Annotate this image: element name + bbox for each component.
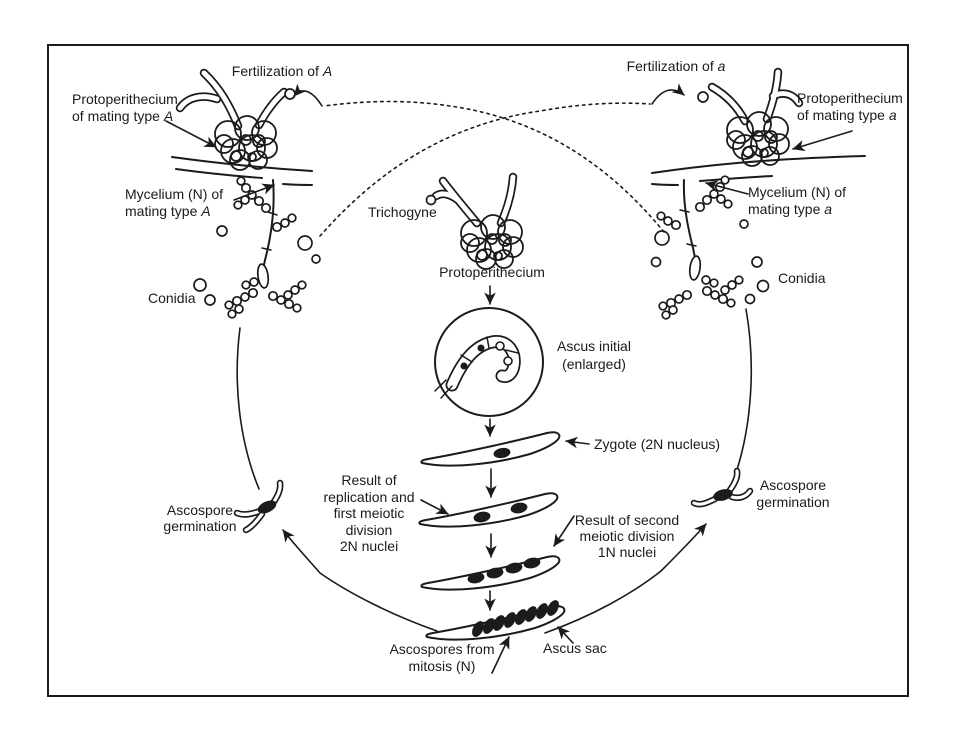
conidium: [262, 204, 270, 212]
loose-conidium: [752, 257, 762, 267]
germination-right-label: Ascospore: [759, 477, 827, 493]
conidium: [281, 219, 289, 227]
second-division-label-line3: 1N nuclei: [597, 544, 657, 560]
attaching-conidium: [285, 89, 295, 99]
conidium: [657, 212, 665, 220]
mycelium-a-label: Mycelium (N) of: [748, 184, 847, 200]
mature-ascus-sac: [426, 598, 564, 639]
protoperithecium-A-arrow: [166, 121, 216, 147]
conidium: [269, 292, 277, 300]
protoperithecium-a-label: Protoperithecium: [797, 90, 903, 106]
conidium: [235, 305, 243, 313]
conidium: [242, 281, 250, 289]
nucleus-ring: [504, 357, 512, 365]
loose-conidium: [312, 255, 320, 263]
conidium: [703, 287, 711, 295]
conidium: [288, 214, 296, 222]
fertilization-A-label: Fertilization of A: [231, 63, 333, 79]
substrate-line: [652, 184, 678, 185]
conidium: [710, 279, 718, 287]
protoperithecium-A-label: Protoperithecium: [72, 91, 178, 107]
conidium: [735, 276, 743, 284]
fertilization-arrow-left: [294, 91, 322, 106]
conidium: [273, 223, 281, 231]
conidium: [291, 286, 299, 294]
conidia-right-label: Conidia: [778, 270, 826, 286]
conidium: [724, 200, 732, 208]
conidium: [234, 201, 242, 209]
hypha-coil: [743, 147, 753, 157]
zygote-label: Zygote (2N nucleus): [594, 436, 721, 452]
loose-conidium: [217, 226, 227, 236]
loose-conidium: [758, 281, 769, 292]
substrate-line: [283, 184, 312, 185]
center-protoperithecium-structure: [427, 177, 524, 269]
first-division-label: Result of: [341, 472, 397, 488]
cycle-arc-upper-right: [732, 309, 751, 484]
hypha-coil: [503, 237, 523, 257]
protoperithecium-tangle-right: [727, 112, 789, 166]
germinating-ascospore-right: [694, 471, 750, 504]
conidium: [703, 196, 711, 204]
second-division-arrow: [554, 516, 574, 546]
first-division-label-line4: division: [345, 522, 393, 538]
ascus-initial-label: Ascus initial: [557, 338, 631, 354]
conidium: [727, 299, 735, 307]
second-division-label-line2: meiotic division: [579, 528, 675, 544]
conidium: [675, 295, 683, 303]
conidium: [659, 302, 667, 310]
conidia-left-label: Conidia: [148, 290, 196, 306]
zygote-ascus: [421, 432, 559, 465]
ascus-initial-label-line2: (enlarged): [562, 356, 626, 372]
conidium: [237, 177, 245, 185]
loose-conidium: [746, 295, 755, 304]
conidium: [669, 306, 677, 314]
protoperithecium-a-arrow: [793, 131, 852, 149]
substrate-line: [176, 169, 262, 178]
conidium: [711, 291, 719, 299]
first-division-arrow: [421, 500, 448, 514]
second-division-label: Result of second: [574, 512, 680, 528]
conidiophore-cell: [688, 255, 701, 280]
protoperithecium-a-label-line2: of mating type a: [797, 107, 897, 123]
conidium: [702, 276, 710, 284]
mycelium-a-label-line2: mating type a: [748, 201, 833, 217]
ascus-development-sequence: [419, 286, 564, 640]
fertilization-arrow-right: [652, 90, 684, 104]
conidium: [717, 195, 725, 203]
conidium: [721, 176, 729, 184]
conidium: [233, 297, 241, 305]
attaching-conidium: [698, 92, 708, 102]
second-division-ascus: [421, 556, 559, 589]
nucleus-dot: [478, 345, 485, 352]
fertilization-a-label: Fertilization of a: [626, 58, 726, 74]
ascospores-label-line2: mitosis (N): [408, 658, 476, 674]
conidium: [683, 291, 691, 299]
ascus-initial-magnifier-circle: [435, 308, 543, 416]
first-division-label-line5: 2N nuclei: [339, 538, 399, 554]
substrate-line: [700, 176, 772, 181]
trichogyne-label: Trichogyne: [368, 204, 437, 220]
hypha-septum: [262, 248, 271, 250]
hypha-septum: [687, 244, 696, 246]
loose-conidium: [194, 279, 206, 291]
conidiophore-cell: [256, 263, 269, 288]
hypha-coil: [257, 138, 277, 158]
conidium: [672, 221, 680, 229]
nucleus-dot: [461, 363, 468, 370]
conidium: [255, 197, 263, 205]
conidium: [696, 203, 704, 211]
first-division-label-line3: first meiotic: [333, 505, 405, 521]
conidium: [249, 289, 257, 297]
conidium: [241, 293, 249, 301]
hypha-septum: [680, 210, 689, 212]
germination-left-label-line2: germination: [163, 518, 237, 534]
hypha-coil: [231, 151, 241, 161]
germinating-ascospore-left: [237, 483, 280, 530]
conidium: [228, 310, 236, 318]
cycle-arc-upper-left: [237, 328, 259, 489]
protoperithecium-tangle-center: [461, 215, 523, 269]
conidium: [298, 281, 306, 289]
conidium: [250, 278, 258, 286]
trichogyne-arm-lumen: [259, 92, 284, 125]
loose-conidium: [298, 236, 312, 250]
loose-conidium: [655, 231, 669, 245]
conidium: [664, 217, 672, 225]
trichogyne-arm-lumen: [443, 181, 477, 223]
conidium: [662, 311, 670, 319]
first-division-label-line2: replication and: [323, 489, 415, 505]
ascospores-arrow: [492, 637, 509, 673]
protoperithecium-tangle-left: [215, 116, 277, 170]
ascus-outline: [421, 432, 559, 465]
nucleus-ring: [496, 342, 504, 350]
hypha-coil: [477, 250, 487, 260]
conidium: [719, 295, 727, 303]
germination-left-label: Ascospore: [166, 502, 234, 518]
mycelium-A-label: Mycelium (N) of: [125, 186, 224, 202]
conidium: [285, 300, 293, 308]
conidium: [293, 304, 301, 312]
conidium: [225, 301, 233, 309]
protoperithecium-center-label: Protoperithecium: [439, 264, 545, 280]
loose-conidium: [740, 220, 748, 228]
fertilization-cross-arrows: [294, 90, 684, 236]
germination-right-label-line2: germination: [756, 494, 830, 510]
conidium: [728, 281, 736, 289]
ascospores-label: Ascospores from: [389, 641, 495, 657]
mycelium-A-label-line2: mating type A: [125, 203, 211, 219]
loose-conidium: [205, 295, 215, 305]
hypha-coil: [769, 134, 789, 154]
protoperithecium-A-label-line2: of mating type A: [72, 108, 174, 124]
zygote-arrow: [566, 441, 589, 444]
loose-conidium: [652, 258, 661, 267]
ascus-sac-label: Ascus sac: [543, 640, 607, 656]
